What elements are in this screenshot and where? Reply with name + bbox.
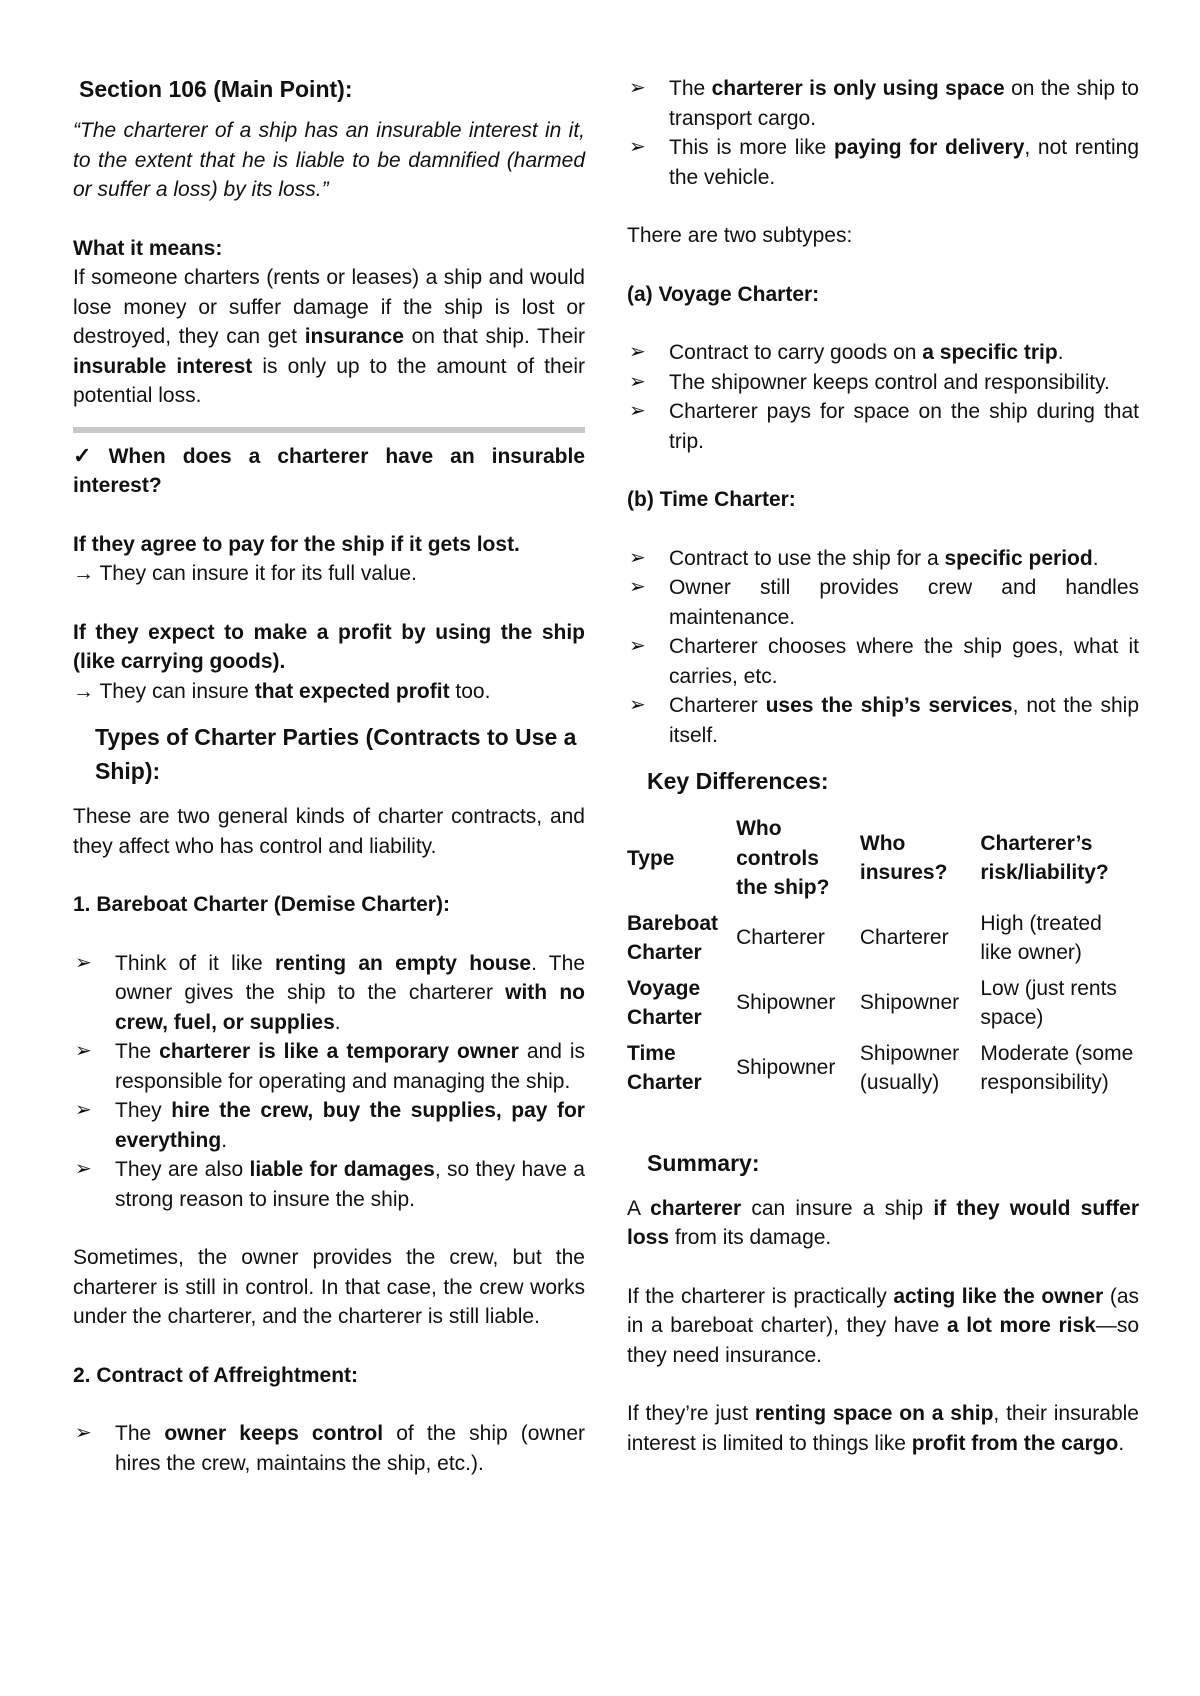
table-cell: Charterer xyxy=(859,926,949,950)
arrow-bullet-icon: ➢ xyxy=(629,136,646,158)
table-cell: Moderate (some responsibility) xyxy=(980,1041,1134,1094)
bareboat-title: 1. Bareboat Charter (Demise Charter): xyxy=(73,893,450,916)
table-cell: Low (just rents space) xyxy=(980,976,1117,1029)
means-title: What it means: xyxy=(73,236,223,260)
arrow-bullet-icon: ➢ xyxy=(629,400,646,422)
list-item: ➢ Contract to use the ship for a specific period. xyxy=(627,544,1139,574)
right-column xyxy=(627,74,1139,1458)
list-item: ➢ The shipowner keeps control and responsibility. xyxy=(627,368,1139,398)
affreightment-list-cont xyxy=(627,74,1139,192)
subtypes-intro: There are two subtypes: xyxy=(627,224,853,247)
table-cell: Shipowner xyxy=(859,991,960,1015)
table-row xyxy=(627,907,1139,972)
key-differences-title: Key Differences: xyxy=(647,768,829,794)
table-header: Charterer’s risk/liability? xyxy=(980,831,1109,885)
arrow-bullet-icon: ➢ xyxy=(629,341,646,363)
list-item: ➢ Owner still provides crew and handles maintenance. xyxy=(627,573,1139,632)
types-title: Types of Charter Parties (Contracts to Use a Ship): xyxy=(95,724,577,784)
table-header: Type xyxy=(627,846,675,870)
table-row xyxy=(627,1037,1139,1102)
voyage-list xyxy=(627,338,1139,456)
section-quote: “The charterer of a ship has an insurable interest in it, to the extent that he is liable to be damnified (harmed or suffer a loss) by its loss.” xyxy=(73,119,585,201)
list-item: ➢ The owner keeps control of the ship (owner hires the crew, maintains the ship, etc.). xyxy=(73,1419,585,1478)
list-item: ➢ Think of it like renting an empty house. The owner gives the ship to the charterer with no crew, fuel, or supplies. xyxy=(73,949,585,1038)
sometimes-paragraph: Sometimes, the owner provides the crew, but the charterer is still in control. In that case, the crew works under the charterer, and the charterer is still liable. xyxy=(73,1246,585,1328)
list-item: ➢ The charterer is only using space on the ship to transport cargo. xyxy=(627,74,1139,133)
table-cell: Shipowner (usually) xyxy=(859,1041,960,1094)
arrow-bullet-icon: ➢ xyxy=(629,546,646,569)
types-intro: These are two general kinds of charter contracts, and they affect who has control and liability. xyxy=(73,805,585,858)
list-item: ➢ They are also liable for damages, so they have a strong reason to insure the ship. xyxy=(73,1155,585,1214)
condition-2-title: If they expect to make a profit by using the ship (like carrying goods). xyxy=(73,620,585,673)
affreightment-list-start xyxy=(73,1419,585,1478)
list-item: ➢ Charterer pays for space on the ship during that trip. xyxy=(627,397,1139,456)
section-title: Section 106 (Main Point): xyxy=(79,76,353,102)
summary-paragraph-3: If they’re just renting space on a ship, their insurable interest is limited to things like profit from the cargo. xyxy=(627,1402,1139,1455)
table-row xyxy=(627,972,1139,1037)
arrow-bullet-icon: ➢ xyxy=(629,694,646,716)
arrow-bullet-icon: ➢ xyxy=(75,1040,92,1062)
bareboat-list xyxy=(73,949,585,1215)
time-list xyxy=(627,544,1139,751)
arrow-bullet-icon: ➢ xyxy=(75,1422,92,1444)
list-item: ➢ Contract to carry goods on a specific trip. xyxy=(627,338,1139,368)
list-item: ➢ Charterer uses the ship’s services, not the ship itself. xyxy=(627,691,1139,750)
table-cell: Shipowner xyxy=(736,1056,836,1080)
when-title: ✓ When does a charterer have an insurable interest? xyxy=(73,442,585,497)
affreightment-title: 2. Contract of Affreightment: xyxy=(73,1363,359,1387)
list-item: ➢ Charterer chooses where the ship goes, what it carries, etc. xyxy=(627,632,1139,691)
table-cell: Bareboat Charter xyxy=(627,911,719,964)
table-cell: Voyage Charter xyxy=(627,976,702,1029)
summary-paragraph-2: If the charterer is practically acting like the owner (as in a bareboat charter), they have a lot more risk—so they need insurance. xyxy=(627,1284,1139,1367)
left-column xyxy=(73,72,585,1478)
table-cell: Time Charter xyxy=(627,1041,702,1094)
arrow-bullet-icon: ➢ xyxy=(629,370,646,393)
arrow-bullet-icon: ➢ xyxy=(75,1099,92,1121)
table-cell: Charterer xyxy=(736,926,825,950)
table-cell: High (treated like owner) xyxy=(980,911,1102,964)
table-cell: Shipowner xyxy=(736,991,836,1015)
table-header: Who insures? xyxy=(859,831,948,885)
summary-paragraph-1: A charterer can insure a ship if they would suffer loss from its damage. xyxy=(627,1196,1139,1249)
condition-1-title: If they agree to pay for the ship if it gets lost. xyxy=(73,532,520,556)
list-item: ➢ The charterer is like a temporary owner and is responsible for operating and managing the ship. xyxy=(73,1037,585,1096)
key-differences-table xyxy=(627,812,1139,1102)
list-item: ➢ This is more like paying for delivery, not renting the vehicle. xyxy=(627,133,1139,192)
list-item: ➢ They hire the crew, buy the supplies, pay for everything. xyxy=(73,1096,585,1155)
arrow-bullet-icon: ➢ xyxy=(629,635,646,657)
time-title: (b) Time Charter: xyxy=(627,488,796,511)
table-header-row xyxy=(627,812,1139,907)
arrow-bullet-icon: ➢ xyxy=(75,1158,92,1180)
arrow-bullet-icon: ➢ xyxy=(75,951,92,974)
arrow-bullet-icon: ➢ xyxy=(629,77,646,99)
checkmark-icon: ✓ xyxy=(73,442,103,468)
means-paragraph: If someone charters (rents or leases) a ship and would lose money or suffer damage if the ship is lost or destroyed, they can get insurance on that ship. Their insurable interest is only up to the amount of their potential loss. xyxy=(73,266,585,407)
condition-2-result: → They can insure that expected profit too. xyxy=(73,679,491,703)
summary-title: Summary: xyxy=(647,1149,760,1176)
table-header: Who controls the ship? xyxy=(736,817,830,899)
condition-1-result: → They can insure it for its full value. xyxy=(73,562,417,585)
voyage-title: (a) Voyage Charter: xyxy=(627,282,820,306)
arrow-bullet-icon: ➢ xyxy=(629,576,646,598)
section-divider xyxy=(73,427,585,433)
